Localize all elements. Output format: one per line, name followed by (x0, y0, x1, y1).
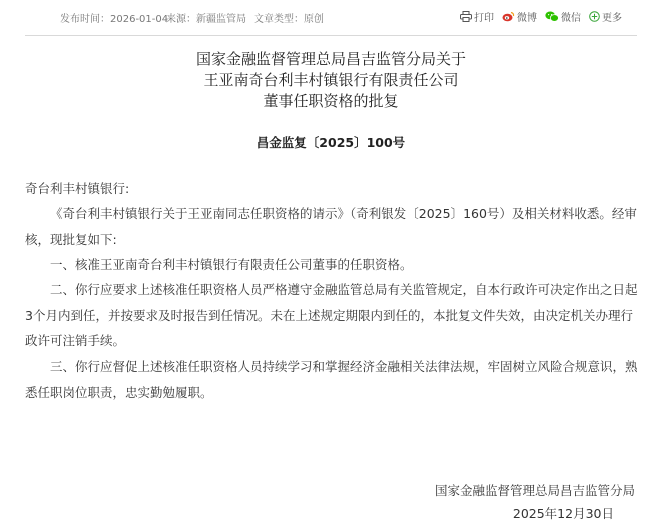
article-source: 来源：新疆监管局 (166, 14, 246, 25)
document-title-line-2: 王亚南奇台利丰村镇银行有限责任公司 (203, 71, 459, 89)
share-toolbar (460, 9, 622, 24)
wechat-share-button[interactable] (545, 9, 581, 24)
wechat-label: 微信 (561, 13, 581, 24)
signature-date: 2025年12月30日 (512, 506, 614, 521)
more-label: 更多 (602, 13, 622, 24)
paragraph-item-2: 二、你行应要求上述核准任职资格人员严格遵守金融监管总局有关监管规定，自本行政许可决定作出之日起3个月内到任，并按要求及时报告到任情况。未在上述规定期限内到任的，本批复文件失效，由决定机关办理行政许可注销手续。 (25, 282, 638, 348)
wechat-icon (545, 11, 559, 22)
document-title-line-1: 国家金融监督管理总局昌吉监管分局关于 (195, 50, 466, 68)
article-meta-bar (0, 0, 650, 34)
weibo-icon (502, 11, 515, 22)
article-type: 文章类型：原创 (254, 14, 324, 25)
document-title-line-3: 董事任职资格的批复 (263, 92, 399, 110)
header-divider (25, 35, 637, 36)
paragraph-item-1: 一、核准王亚南奇台利丰村镇银行有限责任公司董事的任职资格。 (50, 257, 413, 272)
signature-organization: 国家金融监督管理总局昌吉监管分局 (434, 483, 635, 498)
publish-time: 发布时间：2026-01-04 (60, 14, 169, 25)
paragraph-intro: 《奇台利丰村镇银行关于王亚南同志任职资格的请示》（奇利银发〔2025〕160号）及相关材料收悉。经审核，现批复如下: (25, 206, 637, 247)
more-share-button[interactable] (589, 9, 622, 24)
weibo-share-button[interactable] (502, 9, 537, 24)
document-number: 昌金监复〔2025〕100号 (256, 135, 406, 150)
plus-circle-icon (589, 11, 600, 22)
weibo-label: 微博 (517, 13, 537, 24)
addressee: 奇台利丰村镇银行: (25, 181, 130, 196)
print-button[interactable] (460, 9, 494, 24)
print-label: 打印 (474, 13, 494, 24)
paragraph-item-3: 三、你行应督促上述核准任职资格人员持续学习和掌握经济金融相关法律法规，牢固树立风险合规意识，熟悉任职岗位职责，忠实勤勉履职。 (25, 359, 638, 400)
printer-icon (460, 11, 472, 22)
